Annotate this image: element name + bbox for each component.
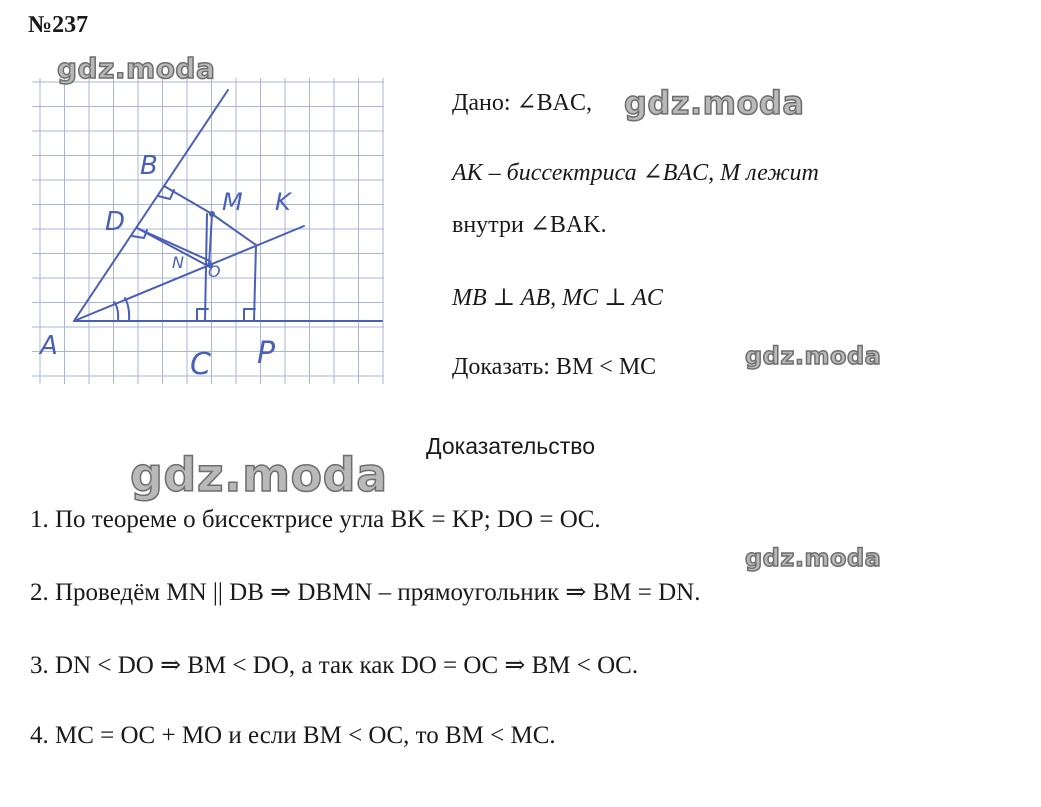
- proof-step-1: 1. По теореме о биссектрисе угла BK = KP; DO = OC.: [30, 506, 601, 533]
- proof-title: Доказательство: [426, 433, 596, 459]
- geometry-sketch: [32, 78, 384, 384]
- label-o: O: [208, 262, 221, 281]
- given-line-4: MB ⊥ AB, MC ⊥ AC: [452, 285, 663, 311]
- proof-step-2: 2. Проведём MN || DB ⇒ DBMN – прямоугольник ⇒ BM = DN.: [30, 579, 701, 606]
- label-n: N: [172, 253, 184, 272]
- given-line-2: AK – биссектриса ∠BAC, M лежит: [452, 160, 819, 186]
- label-d: D: [105, 207, 126, 237]
- label-k: K: [275, 188, 291, 216]
- watermark: gdz.moda: [130, 448, 388, 502]
- point-m: [209, 211, 215, 217]
- label-a: A: [40, 331, 58, 361]
- bisector-ak: [74, 226, 304, 321]
- label-c: C: [190, 347, 211, 382]
- watermark: gdz.moda: [624, 84, 805, 122]
- angle-arc-2: [125, 298, 129, 321]
- segment-bm: [164, 186, 212, 214]
- label-p: P: [257, 336, 276, 371]
- proof-step-3: 3. DN < DO ⇒ BM < DO, а так как DO = OC ⇒ BM < OC.: [30, 652, 639, 679]
- proof-step-4: 4. MC = OC + MO и если BM < OC, то BM < MC.: [30, 722, 556, 749]
- watermark: gdz.moda: [57, 52, 216, 85]
- label-b: B: [140, 151, 158, 181]
- prove-line: Доказать: BM < MC: [452, 354, 657, 380]
- given-line-3: внутри ∠BAK.: [452, 212, 607, 238]
- grid-paper: [32, 78, 384, 384]
- segment-mc: [205, 214, 207, 321]
- right-angle-c: [197, 309, 208, 321]
- problem-number: №237: [28, 12, 89, 38]
- watermark: gdz.moda: [745, 342, 882, 370]
- watermark: gdz.moda: [745, 544, 882, 572]
- label-m: M: [222, 188, 243, 216]
- given-line-1: Дано: ∠BAC,: [452, 90, 592, 116]
